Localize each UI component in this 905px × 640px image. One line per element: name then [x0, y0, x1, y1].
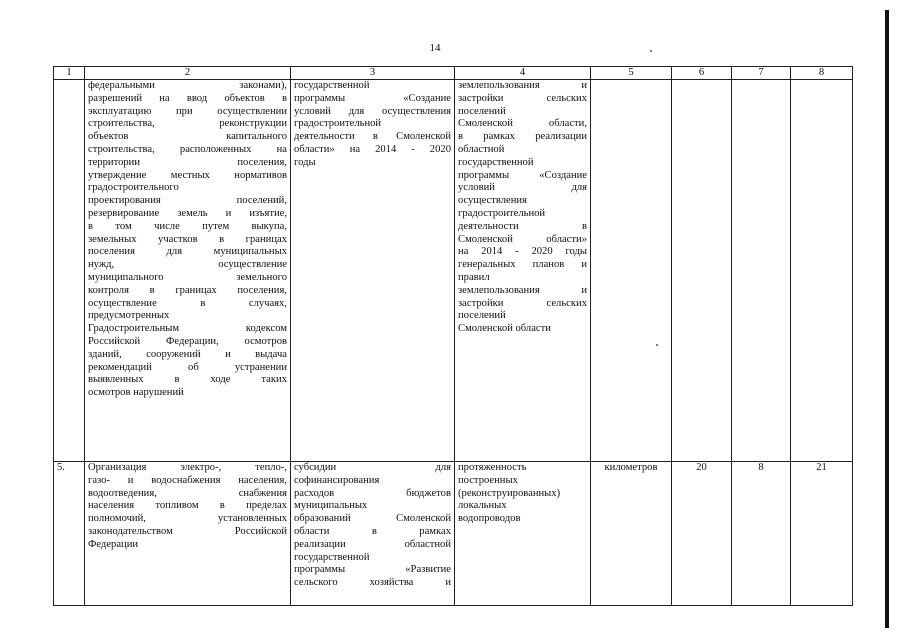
text-line: градостроительной: [294, 118, 382, 130]
text-line: на 2014 - 2020 годы: [458, 246, 587, 258]
header-cell: 4: [455, 67, 591, 80]
text-line: Федерации: [88, 538, 139, 550]
text-line: объектов капитального: [88, 131, 287, 143]
text-line: Смоленской области: [458, 323, 551, 335]
text-line: федеральными законами),: [88, 80, 287, 91]
text-line: Градостроительным кодексом: [88, 323, 287, 335]
text-line: государственной: [294, 551, 370, 563]
text-line: субсидии для: [294, 462, 451, 473]
text-line: осуществления: [458, 195, 527, 207]
header-cell: 8: [791, 67, 853, 80]
header-cell: 1: [54, 67, 85, 80]
text-line: землепользования и: [458, 80, 587, 91]
text-line: рекомендаций об устранении: [88, 361, 287, 373]
program-cell: [291, 80, 455, 462]
text-line: областной: [458, 143, 505, 155]
text-line: образований Смоленской: [294, 513, 451, 525]
table-row: [54, 462, 853, 606]
text-line: нужд, осуществление: [88, 259, 287, 271]
header-cell: 6: [672, 67, 732, 80]
header-cell: 3: [291, 67, 455, 80]
text-line: водоотведения, снабжения: [88, 487, 287, 499]
text-line: Смоленской области»: [458, 233, 587, 245]
header-cell: 2: [85, 67, 291, 80]
text-line: (реконструированных): [458, 487, 561, 499]
text-line: полномочий, установленных: [88, 513, 287, 525]
text-line: программы «Создание: [294, 92, 451, 104]
activity-cell: [85, 80, 291, 462]
text-line: земельных участков в границах: [88, 233, 287, 245]
text-line: в рамках реализации: [458, 131, 587, 143]
text-line: построенных: [458, 474, 518, 486]
text-line: градостроительной: [458, 207, 546, 219]
table-row: [54, 80, 853, 462]
text-line: поселения для муниципальных: [88, 246, 287, 258]
text-line: законодательством Российской: [88, 525, 287, 537]
text-line: реализации областной: [294, 538, 451, 550]
text-line: осмотров нарушений: [88, 387, 184, 399]
program-cell: [291, 462, 455, 606]
scan-edge-bar: [885, 10, 889, 628]
value-cell: [791, 80, 853, 462]
text-line: разрешений на ввод объектов в: [88, 92, 287, 104]
page-number: 14: [429, 42, 441, 54]
text-line: предусмотренных: [88, 310, 170, 322]
text-line: в том числе путем выкупа,: [88, 220, 287, 232]
text-line: деятельности в Смоленской: [294, 131, 451, 143]
text-line: Смоленской области,: [458, 118, 587, 130]
text-line: государственной: [294, 80, 370, 91]
text-line: поселений: [458, 105, 506, 117]
text-line: контроля в границах поселения,: [88, 284, 287, 296]
header-cell: 7: [732, 67, 791, 80]
text-line: зданий, сооружений и выдача: [88, 348, 287, 360]
text-line: локальных: [458, 500, 507, 512]
scan-speck: [650, 50, 652, 52]
text-line: эксплуатацию при осуществлении: [88, 105, 287, 117]
text-line: деятельности в: [458, 220, 587, 232]
text-line: строительства, расположенных на: [88, 143, 287, 155]
text-line: водопроводов: [458, 513, 521, 525]
value-cell: 8: [732, 462, 791, 606]
text-line: муниципальных: [294, 500, 368, 512]
text-line: территории поселения,: [88, 156, 287, 168]
text-line: поселений: [458, 310, 506, 322]
text-line: области» на 2014 - 2020: [294, 143, 451, 155]
text-line: расходов бюджетов: [294, 487, 451, 499]
activity-cell: [85, 462, 291, 606]
text-line: строительства, реконструкции: [88, 118, 287, 130]
indicator-cell: [455, 80, 591, 462]
text-line: градостроительного: [88, 182, 179, 194]
text-line: осуществление в случаях,: [88, 297, 287, 309]
value-cell: 21: [791, 462, 853, 606]
text-line: муниципального земельного: [88, 271, 287, 283]
header-row: [54, 67, 853, 80]
indicator-cell: [455, 462, 591, 606]
text-line: программы «Создание: [458, 169, 587, 181]
unit-cell: километров: [591, 462, 672, 606]
text-line: утверждение местных нормативов: [88, 169, 287, 181]
program-table: [53, 66, 853, 606]
text-line: Организация электро-, тепло-,: [88, 462, 287, 473]
text-line: Российской Федерации, осмотров: [88, 335, 287, 347]
row-number-cell: 5.: [54, 462, 85, 606]
text-line: газо- и водоснабжения населения,: [88, 474, 287, 486]
text-line: землепользования и: [458, 284, 587, 296]
value-cell: [672, 80, 732, 462]
text-line: резервирование земель и изъятие,: [88, 207, 287, 219]
text-line: выявленных в ходе таких: [88, 374, 287, 386]
text-line: застройки сельских: [458, 92, 587, 104]
header-cell: 5: [591, 67, 672, 80]
row-number-cell: [54, 80, 85, 462]
text-line: сельского хозяйства и: [294, 577, 451, 589]
text-line: программы «Развитие: [294, 564, 451, 576]
text-line: протяженность: [458, 462, 527, 473]
text-line: условий для: [458, 182, 587, 194]
value-cell: [732, 80, 791, 462]
text-line: условий для осуществления: [294, 105, 451, 117]
text-line: правил: [458, 271, 490, 283]
text-line: области в рамках: [294, 525, 451, 537]
text-line: населения топливом в пределах: [88, 500, 287, 512]
text-line: генеральных планов и: [458, 259, 587, 271]
text-line: застройки сельских: [458, 297, 587, 309]
text-line: годы: [294, 156, 316, 168]
text-line: государственной: [458, 156, 534, 168]
value-cell: 20: [672, 462, 732, 606]
unit-cell: [591, 80, 672, 462]
text-line: проектирования поселений,: [88, 195, 287, 207]
text-line: софинансирования: [294, 474, 380, 486]
